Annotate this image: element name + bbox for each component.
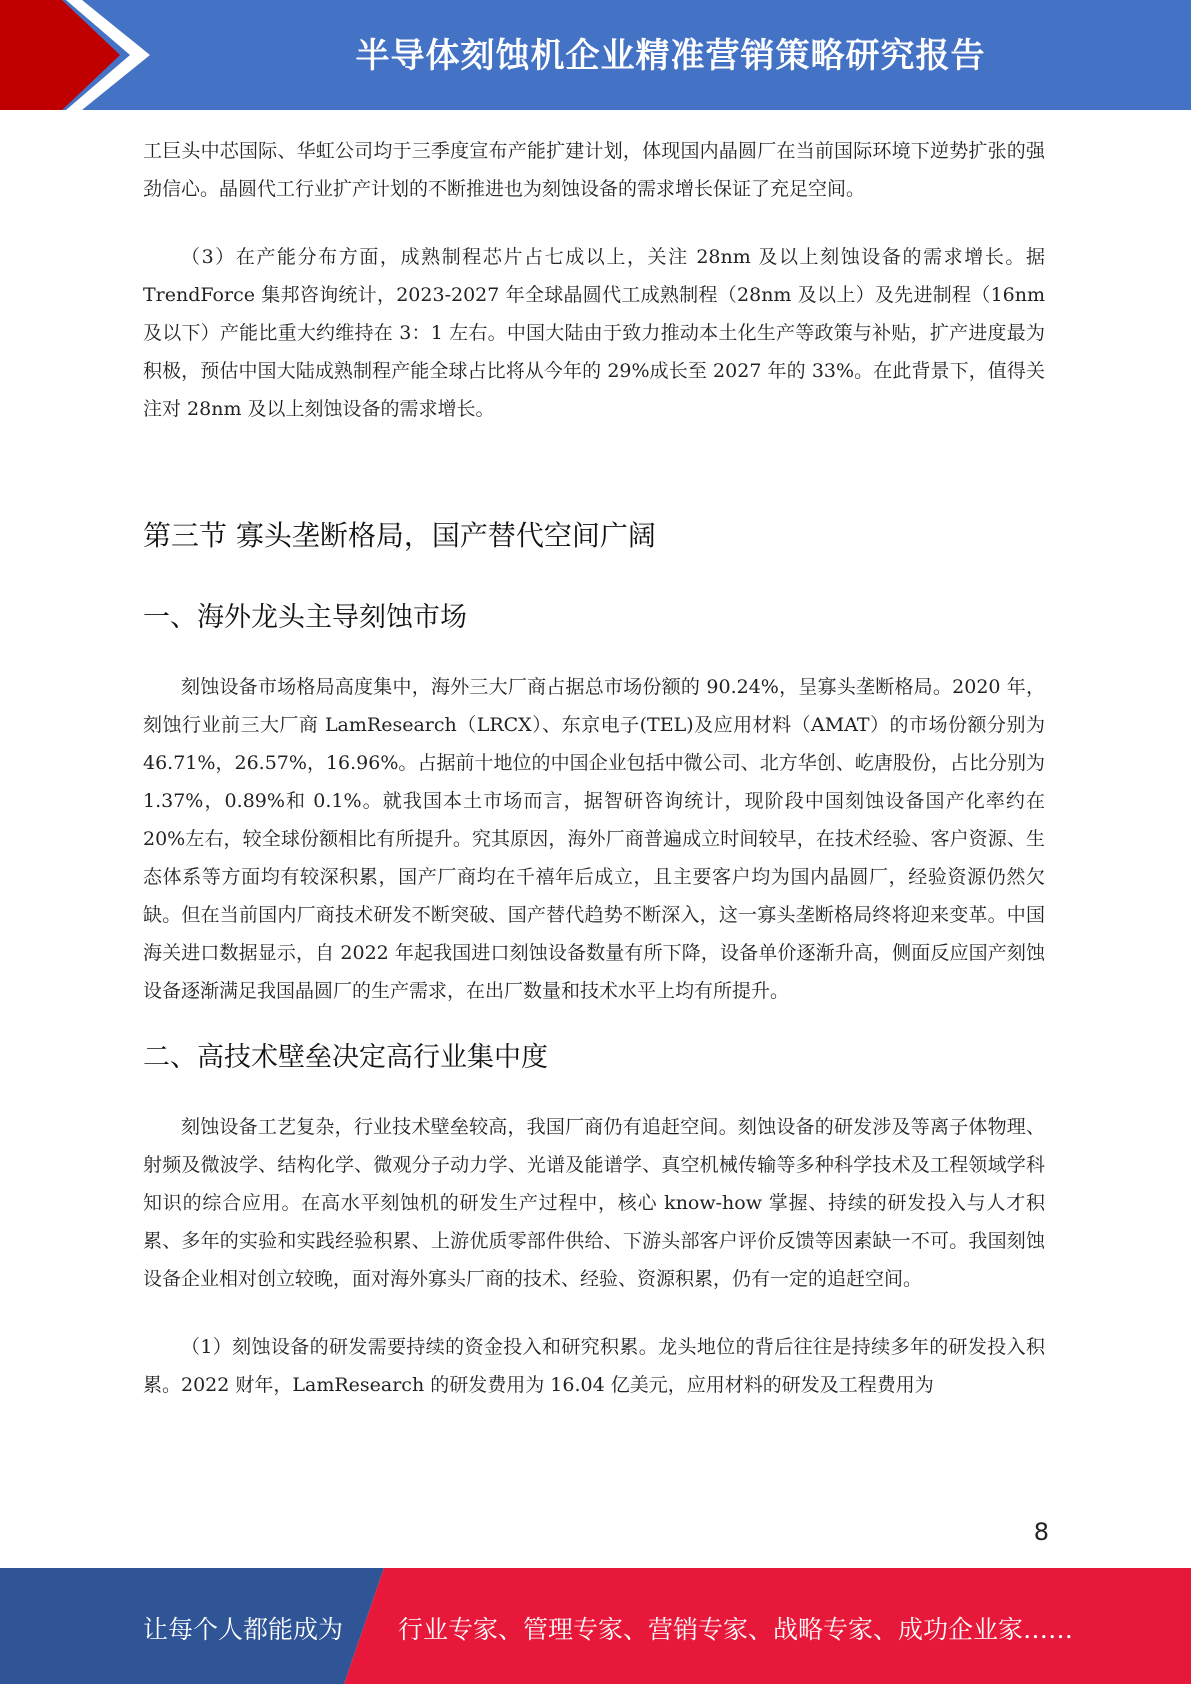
header-title: 半导体刻蚀机企业精准营销策略研究报告 — [355, 36, 986, 76]
section-title: 第三节 寡头垄断格局，国产替代空间广阔 — [143, 519, 656, 552]
footer-slogan-right: 行业专家、管理专家、营销专家、战略专家、成功企业家…… — [398, 1615, 1074, 1644]
page-header — [0, 0, 1191, 110]
page-number: 8 — [1033, 1518, 1049, 1546]
paragraph-capacity-distribution: （3）在产能分布方面，成熟制程芯片占七成以上，关注 28nm 及以上刻蚀设备的需求增长。据 TrendForce 集邦咨询统计，2023-2027 年全球晶圆代工成熟制程（28nm 及以上）及先进制程（16nm 及以下）产能比重大约维持在 3：1 左右。中国大陆由于致力推动本土化生产等政策与补贴，扩产进度最为积极，预估中国大陆成熟制程产能全球占比将从今年的 29%成长至 2027 年的 33%。在此背景下，值得关注对 28nm 及以上刻蚀设备的需求增长。 — [143, 246, 1045, 420]
footer-slogan-left: 让每个人都能成为 — [143, 1615, 344, 1644]
heading-overseas-leaders: 一、海外龙头主导刻蚀市场 — [143, 602, 467, 633]
document-body — [143, 132, 1045, 1404]
paragraph-capacity-expansion: 工巨头中芯国际、华虹公司均于三季度宣布产能扩建计划，体现国内晶圆厂在当前国际环境下逆势扩张的强劲信心。晶圆代工行业扩产计划的不断推进也为刻蚀设备的需求增长保证了充足空间。 — [143, 140, 1045, 200]
page-footer — [0, 1568, 1191, 1684]
heading-tech-barriers: 二、高技术壁垒决定高行业集中度 — [143, 1042, 548, 1073]
paragraph-rd-investment: （1）刻蚀设备的研发需要持续的资金投入和研究积累。龙头地位的背后往往是持续多年的研发投入积累。2022 财年，LamResearch 的研发费用为 16.04 亿美元，应用材料的研发及工程费用为 — [143, 1336, 1045, 1396]
paragraph-tech-barriers: 刻蚀设备工艺复杂，行业技术壁垒较高，我国厂商仍有追赶空间。刻蚀设备的研发涉及等离子体物理、射频及微波学、结构化学、微观分子动力学、光谱及能谱学、真空机械传输等多种科学技术及工程领域学科知识的综合应用。在高水平刻蚀机的研发生产过程中，核心 know-how 掌握、持续的研发投入与人才积累、多年的实验和实践经验积累、上游优质零部件供给、下游头部客户评价反馈等因素缺一不可。我国刻蚀设备企业相对创立较晚，面对海外寡头厂商的技术、经验、资源积累，仍有一定的追赶空间。 — [143, 1116, 1045, 1290]
paragraph-market-structure: 刻蚀设备市场格局高度集中，海外三大厂商占据总市场份额的 90.24%，呈寡头垄断格局。2020 年，刻蚀行业前三大厂商 LamResearch（LRCX）、东京电子(TEL)及应用材料（AMAT）的市场份额分别为 46.71%，26.57%，16.96%。占据前十地位的中国企业包括中微公司、北方华创、屹唐股份，占比分别为 1.37%，0.89%和 0.1%。就我国本土市场而言，据智研咨询统计，现阶段中国刻蚀设备国产化率约在 20%左右，较全球份额相比有所提升。究其原因，海外厂商普遍成立时间较早，在技术经验、客户资源、生态体系等方面均有较深积累，国产厂商均在千禧年后成立，且主要客户均为国内晶圆厂，经验资源仍然欠缺。但在当前国内厂商技术研发不断突破、国产替代趋势不断深入，这一寡头垄断格局终将迎来变革。中国海关进口数据显示，自 2022 年起我国进口刻蚀设备数量有所下降，设备单价逐渐升高，侧面反应国产刻蚀设备逐渐满足我国晶圆厂的生产需求，在出厂数量和技术水平上均有所提升。 — [143, 676, 1045, 1002]
